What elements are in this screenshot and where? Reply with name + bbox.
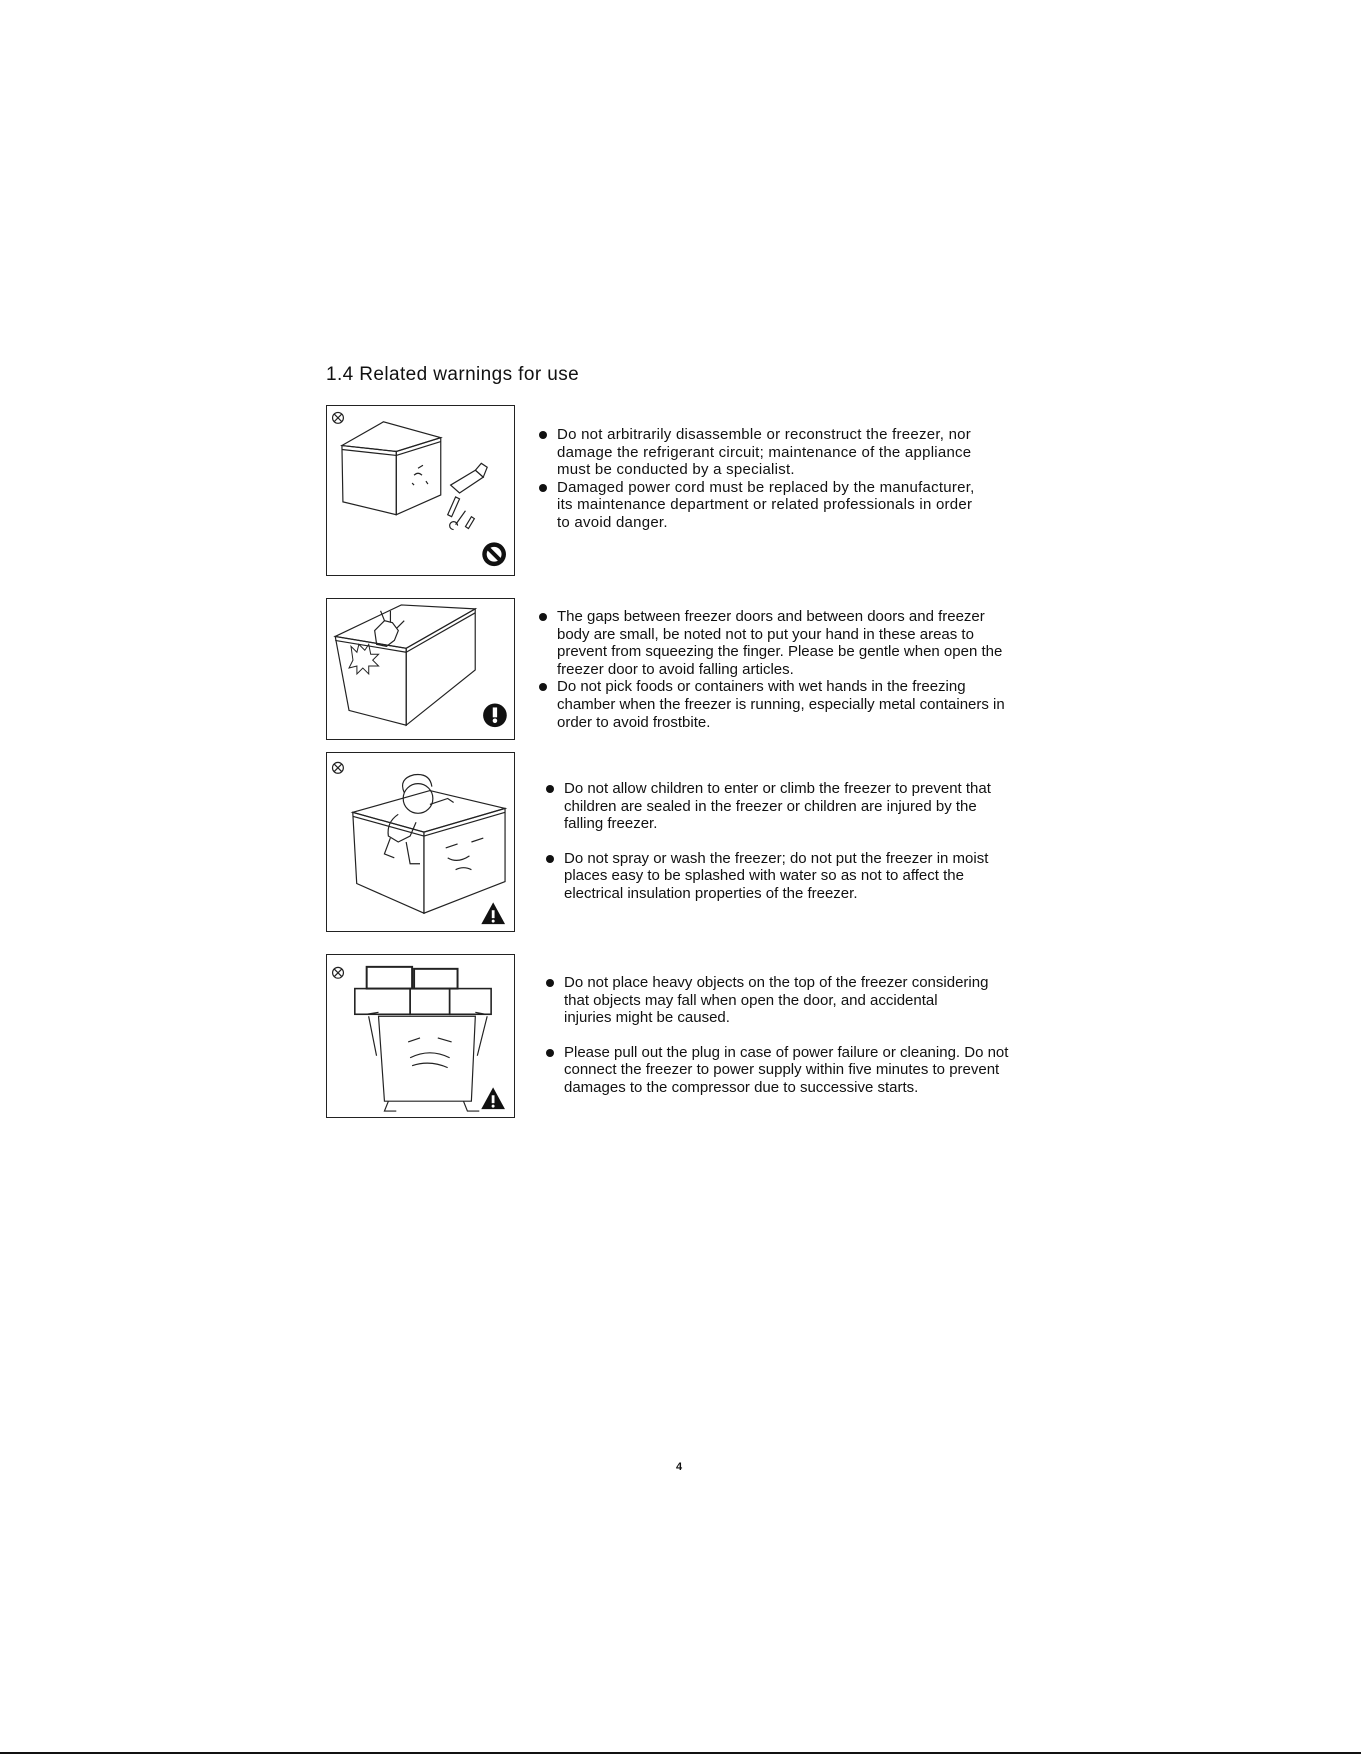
pinch-burst [349, 644, 379, 674]
chest-freezer-drawing [342, 422, 441, 515]
stacked-boxes-drawing [355, 967, 491, 1014]
warning-item: Please pull out the plug in case of power failure or cleaning. Do not connect the freezer to power supply within five minutes to prevent damages to the compressor due to successive starts. [546, 1044, 1008, 1097]
footer-rule [0, 1752, 1361, 1754]
warning-list-4 [546, 974, 1008, 1114]
warning-list-3 [546, 780, 991, 920]
chest-freezer-drawing [335, 605, 475, 725]
page-number: 4 [676, 1461, 683, 1473]
freezer-character-drawing [367, 1012, 488, 1111]
warning-item: Do not spray or wash the freezer; do not put the freezer in moist places easy to be splashed with water so as not to affect the electrical insulation properties of the freezer. [546, 850, 991, 903]
tools-drawing [448, 463, 488, 529]
prohibition-icon [482, 542, 506, 566]
warning-item: Do not arbitrarily disassemble or reconstruct the freezer, nor damage the refrigerant circuit; maintenance of the appliance must be conducted by a specialist. [539, 426, 975, 479]
crossed-circle-icon [333, 412, 344, 423]
illustration-child-climbing [326, 752, 515, 932]
warning-item: The gaps between freezer doors and between doors and freezer body are small, be noted not to put your hand in these areas to prevent from squeezing the finger. Please be gentle when open the freezer door to avoid falling articles. [539, 608, 1005, 678]
child-drawing [384, 775, 453, 864]
illustration-heavy-objects [326, 954, 515, 1118]
warning-item: Do not pick foods or containers with wet hands in the freezing chamber when the freezer is running, especially metal containers in order to avoid frostbite. [539, 678, 1005, 731]
illustration-door-gap [326, 598, 515, 740]
warning-item: Do not place heavy objects on the top of the freezer considering that objects may fall when open the door, and accidental injuries might be caused. [546, 974, 1008, 1027]
exclamation-icon [483, 704, 507, 728]
section-heading: 1.4 Related warnings for use [326, 364, 580, 385]
warning-list-2 [539, 608, 1005, 731]
warning-item: Do not allow children to enter or climb the freezer to prevent that children are sealed in the freezer or children are injured by the falling freezer. [546, 780, 991, 833]
crossed-circle-icon [333, 967, 344, 978]
warning-item: Damaged power cord must be replaced by the manufacturer, its maintenance department or related professionals in order to avoid danger. [539, 479, 975, 532]
warning-list-1 [539, 426, 975, 532]
crossed-circle-icon [332, 762, 343, 773]
warning-triangle-icon [481, 1087, 505, 1109]
illustration-disassemble [326, 405, 515, 576]
warning-triangle-icon [481, 902, 505, 924]
